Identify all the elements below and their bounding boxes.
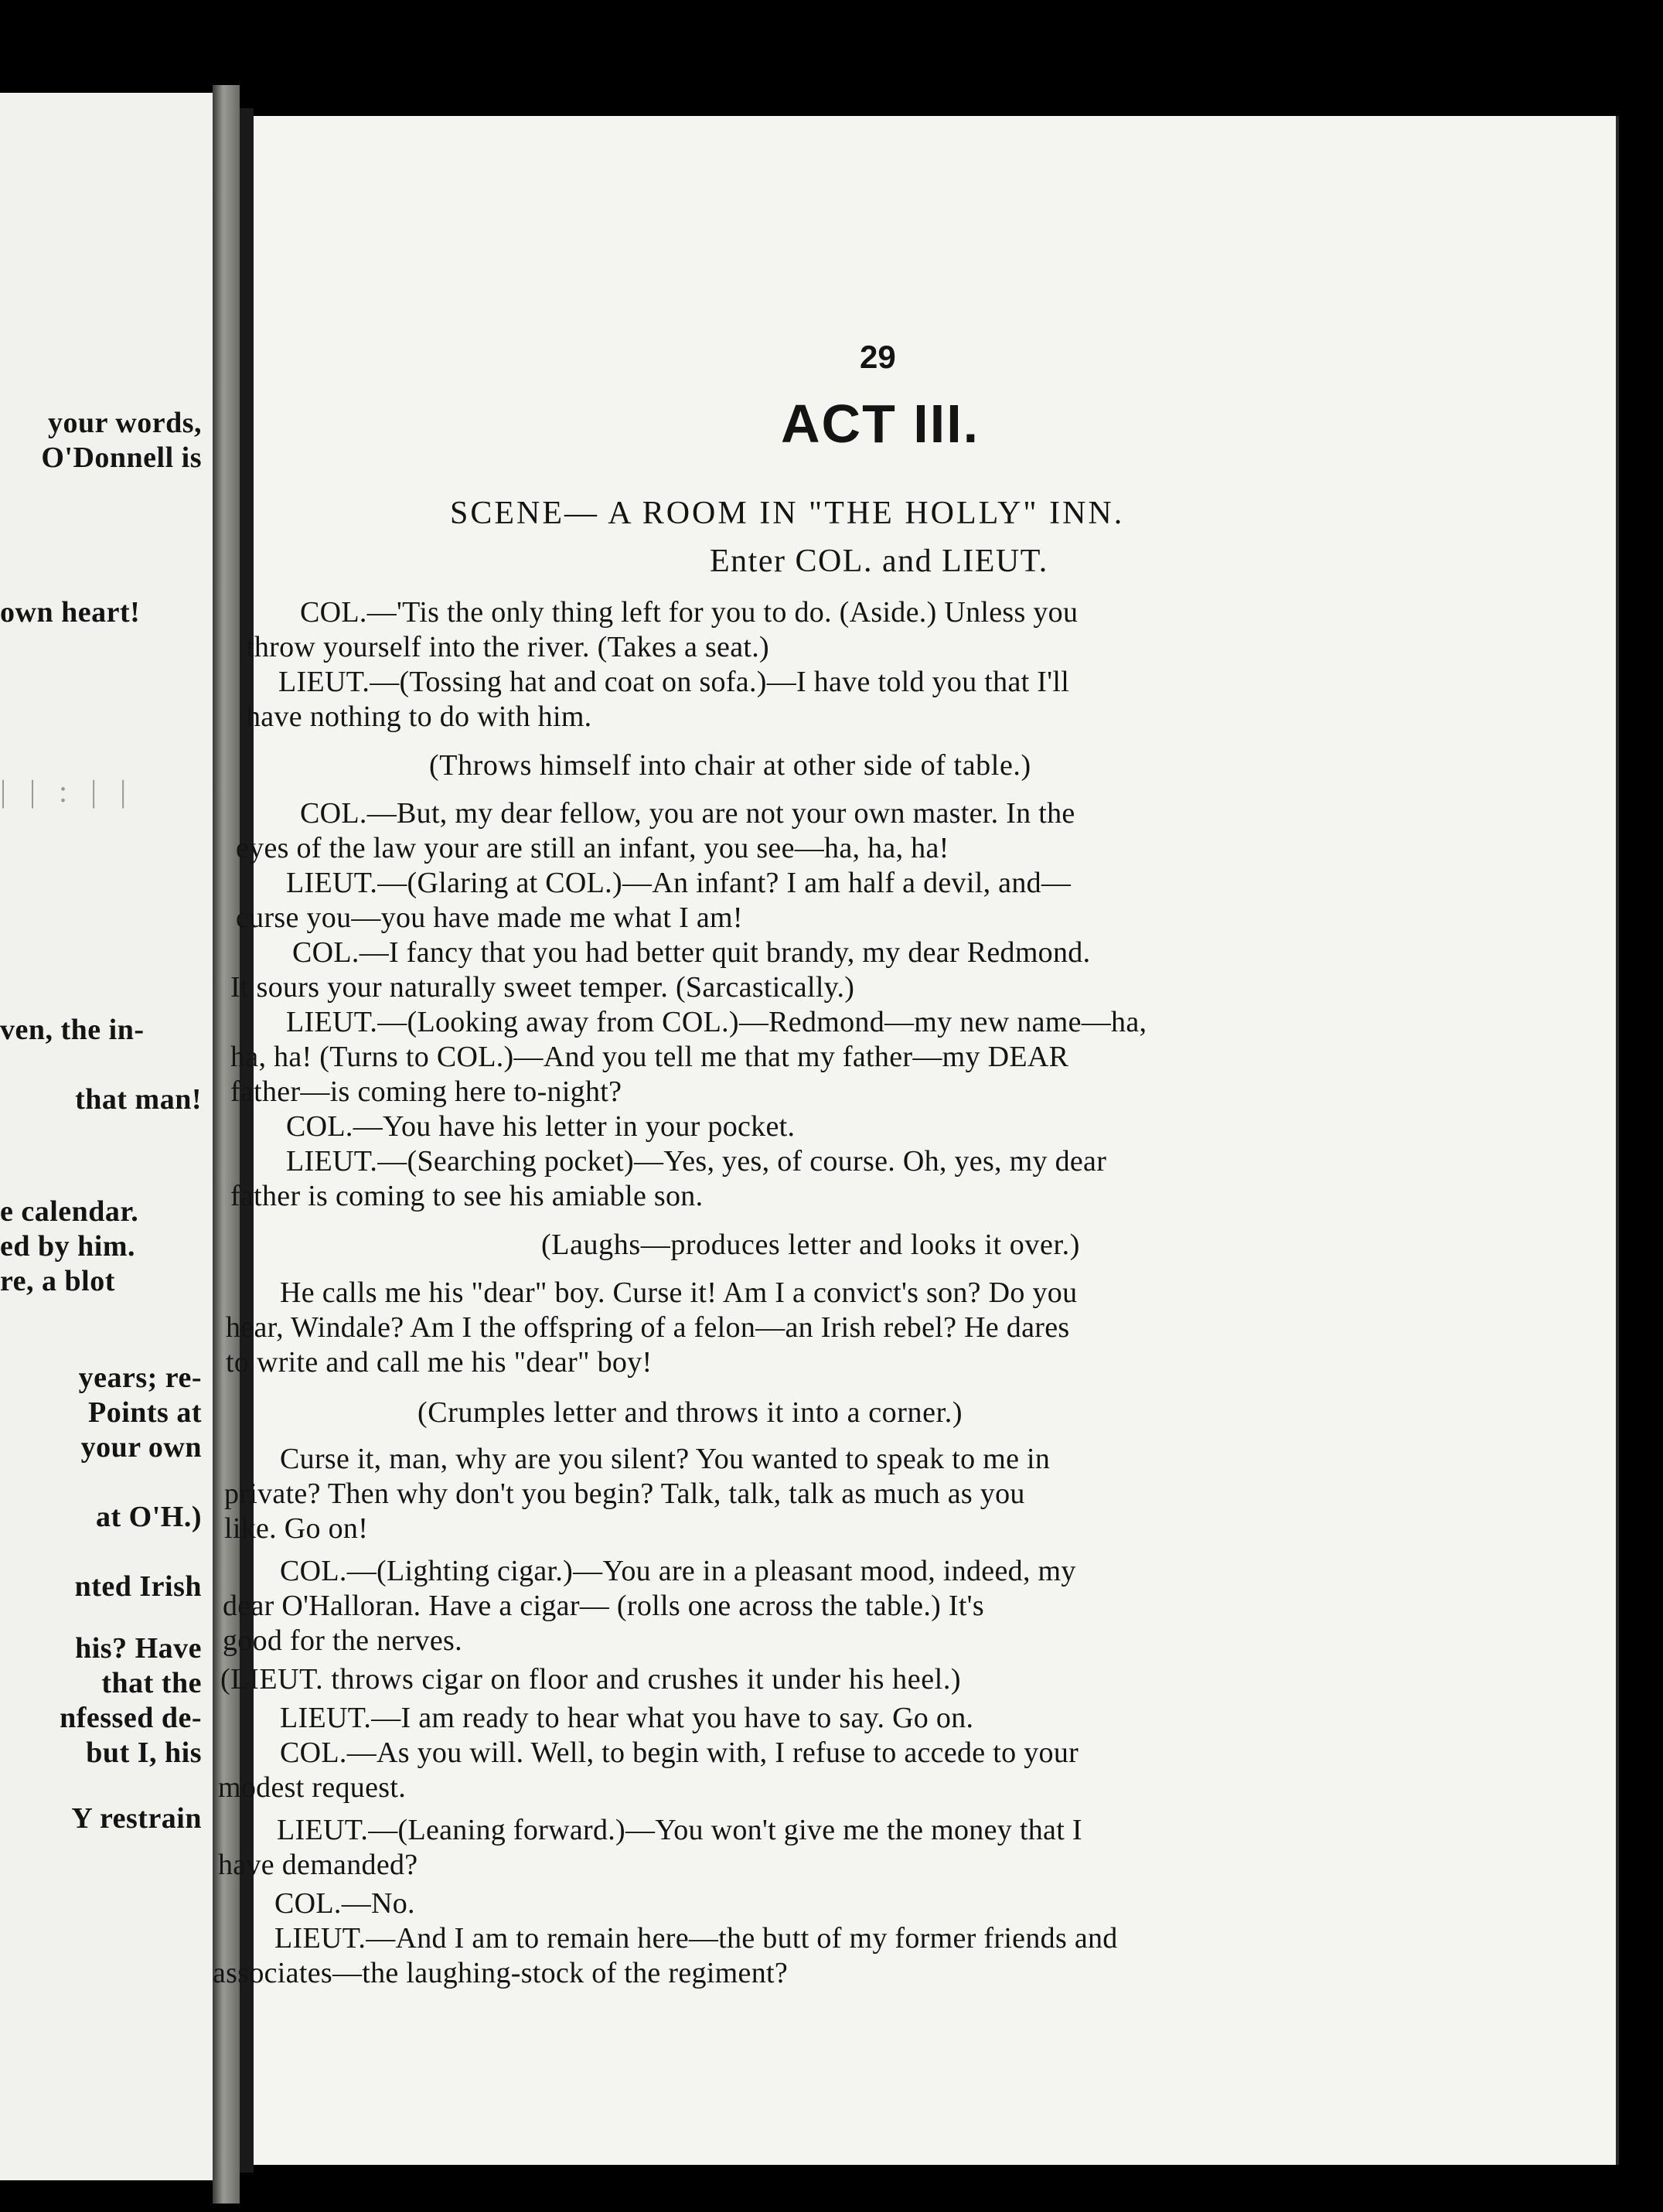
fragment-line: Y restrain xyxy=(71,1802,202,1835)
stage-direction-enter: Enter COL. and LIEUT. xyxy=(710,544,1048,579)
fragment-line: own heart! xyxy=(0,596,141,629)
fragment-line: re, a blot xyxy=(0,1265,115,1297)
stage-direction: (Throws himself into chair at other side of table.) xyxy=(429,749,1031,782)
fragment-line: nfessed de- xyxy=(60,1702,202,1734)
dialogue-line: eyes of the law your are still an infant, you see—ha, ha, ha! xyxy=(236,832,949,864)
fragment-line: but I, his xyxy=(86,1737,202,1769)
page-edge xyxy=(1616,116,1619,2165)
fragment-line: ven, the in- xyxy=(0,1014,145,1046)
fragment-line: ed by him. xyxy=(0,1230,135,1263)
dialogue-line: father is coming to see his amiable son. xyxy=(230,1180,704,1212)
dialogue-line: father—is coming here to-night? xyxy=(230,1075,622,1108)
dialogue-line: have demanded? xyxy=(218,1849,418,1881)
fragment-line: your words, xyxy=(47,407,202,439)
dialogue-line: COL.—'Tis the only thing left for you to do. (Aside.) Unless you xyxy=(300,596,1079,629)
dialogue-line: LIEUT.—(Looking away from COL.)—Redmond—my new name—ha, xyxy=(286,1006,1147,1038)
dialogue-line: He calls me his "dear" boy. Curse it! Am I a convict's son? Do you xyxy=(280,1276,1078,1309)
fragment-line: nted Irish xyxy=(74,1570,202,1603)
fragment-marks: | | : | | xyxy=(0,774,135,809)
page-number: 29 xyxy=(860,339,896,375)
stage-direction: (Crumples letter and throws it into a corner.) xyxy=(417,1396,963,1429)
fragment-line: that man! xyxy=(75,1083,202,1116)
dialogue-line: have nothing to do with him. xyxy=(246,700,592,733)
fragment-line: e calendar. xyxy=(0,1195,139,1228)
dialogue-line: COL.—You have his letter in your pocket. xyxy=(286,1110,796,1143)
act-title: ACT III. xyxy=(781,394,980,454)
dialogue-line: to write and call me his "dear" boy! xyxy=(226,1346,653,1379)
fragment-line: O'Donnell is xyxy=(41,441,202,474)
fragment-line: that the xyxy=(101,1667,202,1699)
fragment-line: your own xyxy=(80,1431,202,1464)
dialogue-line: associates—the laughing-stock of the regiment? xyxy=(213,1957,789,1989)
dialogue-line: curse you—you have made me what I am! xyxy=(236,902,743,934)
previous-page-fragment xyxy=(0,93,213,2180)
dialogue-line: It sours your naturally sweet temper. (Sarcastically.) xyxy=(230,971,855,1004)
book-gutter xyxy=(213,85,240,2203)
stage-direction: (Laughs—produces letter and looks it over.) xyxy=(541,1229,1080,1261)
dialogue-line: COL.—But, my dear fellow, you are not your own master. In the xyxy=(300,797,1075,830)
scene-heading: SCENE— A ROOM IN "THE HOLLY" INN. xyxy=(450,496,1125,531)
fragment-line: years; re- xyxy=(78,1362,202,1394)
dialogue-line: COL.—No. xyxy=(274,1887,415,1920)
dialogue-line: LIEUT.—(Tossing hat and coat on sofa.)—I have told you that I'll xyxy=(278,666,1070,698)
dialogue-line: LIEUT.—I am ready to hear what you have to say. Go on. xyxy=(280,1702,974,1734)
dialogue-line: ha, ha! (Turns to COL.)—And you tell me that my father—my DEAR xyxy=(230,1041,1069,1073)
dialogue-line: Curse it, man, why are you silent? You wanted to speak to me in xyxy=(280,1443,1051,1475)
fragment-line: Points at xyxy=(88,1396,202,1429)
dialogue-line: throw yourself into the river. (Takes a seat.) xyxy=(246,631,769,663)
dialogue-line: dear O'Halloran. Have a cigar— (rolls one across the table.) It's xyxy=(223,1590,984,1622)
dialogue-line: LIEUT.—(Glaring at COL.)—An infant? I am half a devil, and— xyxy=(286,867,1072,899)
dialogue-line: LIEUT.—(Leaning forward.)—You won't give me the money that I xyxy=(277,1814,1082,1846)
dialogue-line: COL.—(Lighting cigar.)—You are in a pleasant mood, indeed, my xyxy=(280,1555,1076,1587)
dialogue-line: good for the nerves. xyxy=(223,1624,462,1657)
dialogue-line: COL.—As you will. Well, to begin with, I refuse to accede to your xyxy=(280,1737,1079,1769)
dialogue-line: LIEUT.—(Searching pocket)—Yes, yes, of course. Oh, yes, my dear xyxy=(286,1145,1107,1178)
dialogue-line: LIEUT.—And I am to remain here—the butt of my former friends and xyxy=(274,1922,1118,1955)
dialogue-line: modest request. xyxy=(218,1771,407,1804)
stage-direction: (LIEUT. throws cigar on floor and crushes it under his heel.) xyxy=(220,1663,962,1696)
fragment-line: at O'H.) xyxy=(96,1501,202,1533)
dialogue-line: COL.—I fancy that you had better quit brandy, my dear Redmond. xyxy=(292,936,1091,969)
dialogue-line: like. Go on! xyxy=(224,1512,369,1545)
dialogue-line: private? Then why don't you begin? Talk, talk, talk as much as you xyxy=(224,1478,1025,1510)
dialogue-line: hear, Windale? Am I the offspring of a felon—an Irish rebel? He dares xyxy=(226,1311,1070,1344)
fragment-line: his? Have xyxy=(75,1632,202,1665)
